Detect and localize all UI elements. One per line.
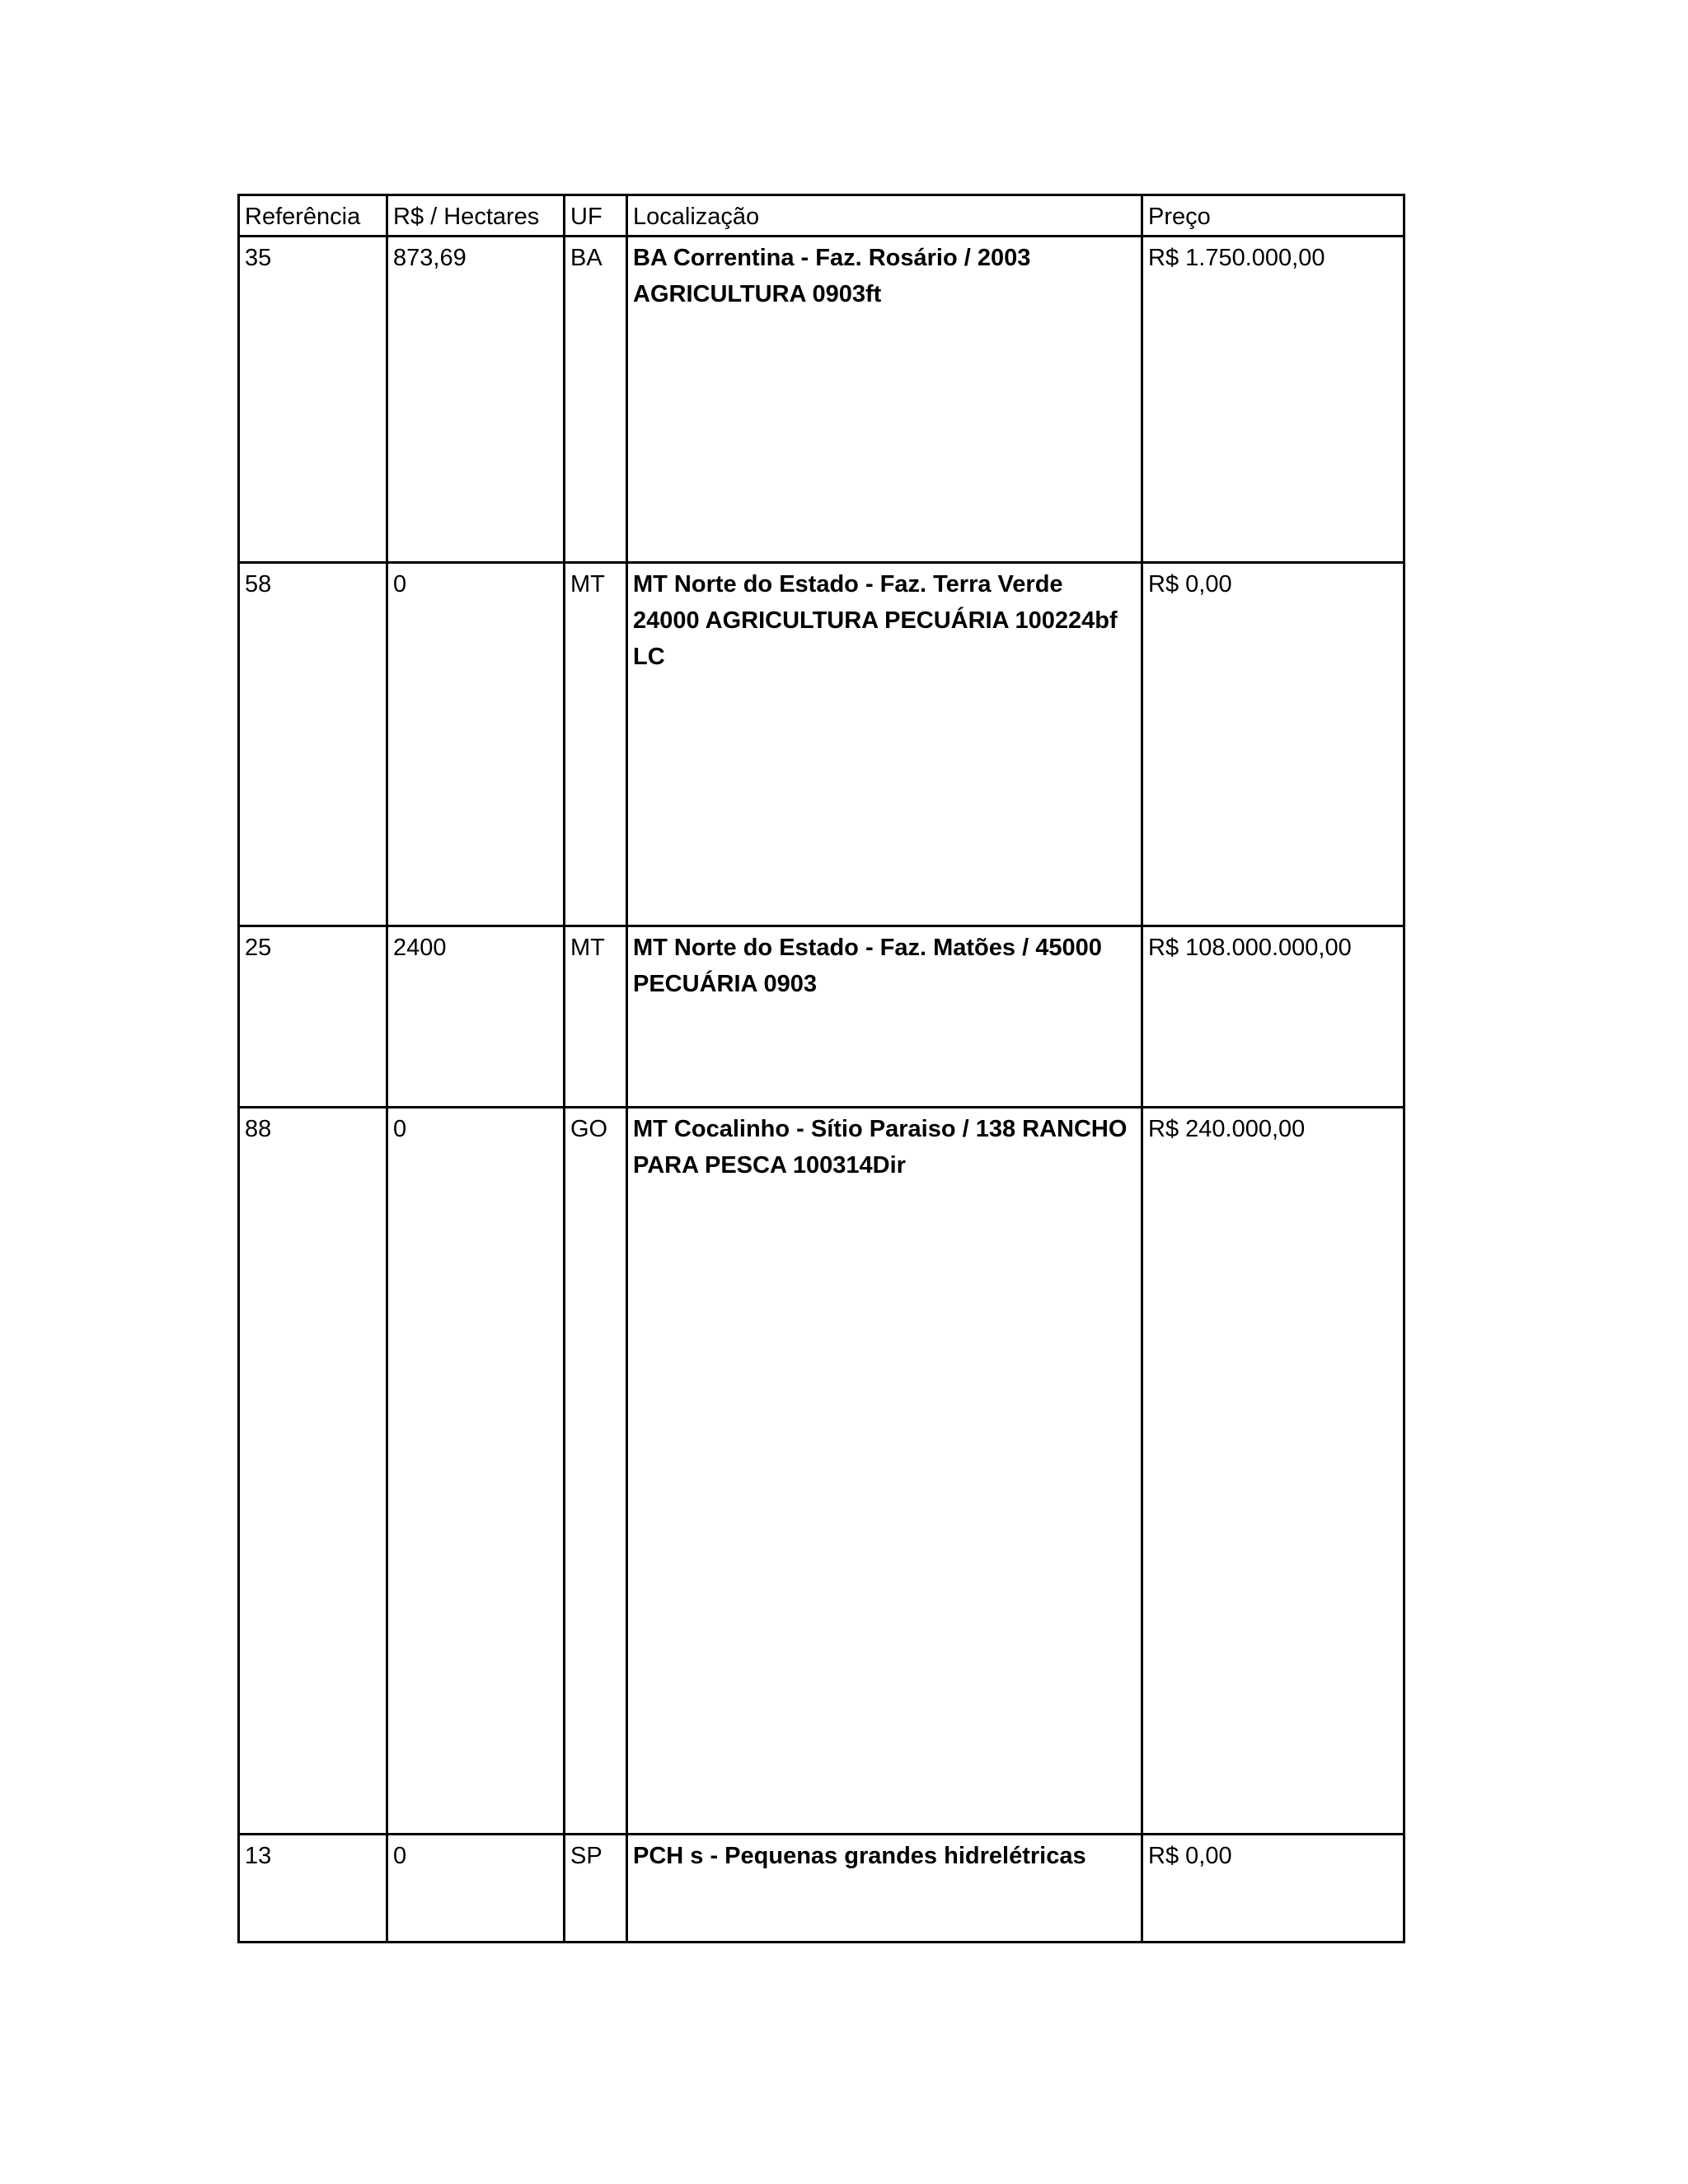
cell-preco: R$ 0,00 bbox=[1142, 563, 1404, 926]
header-preco: Preço bbox=[1142, 195, 1404, 237]
cell-localizacao: BA Correntina - Faz. Rosário / 2003 AGRICULTURA 0903ft bbox=[627, 237, 1142, 563]
table-row bbox=[239, 237, 1404, 563]
table-header-row bbox=[239, 195, 1404, 237]
listings-table bbox=[237, 194, 1405, 1943]
cell-uf: GO bbox=[565, 1108, 627, 1835]
header-localizacao: Localização bbox=[627, 195, 1142, 237]
cell-hectares: 0 bbox=[387, 563, 565, 926]
cell-preco: R$ 108.000.000,00 bbox=[1142, 926, 1404, 1108]
cell-uf: BA bbox=[565, 237, 627, 563]
cell-referencia: 13 bbox=[239, 1835, 387, 1943]
cell-uf: MT bbox=[565, 926, 627, 1108]
cell-referencia: 25 bbox=[239, 926, 387, 1108]
cell-hectares: 873,69 bbox=[387, 237, 565, 563]
header-hectares: R$ / Hectares bbox=[387, 195, 565, 237]
cell-hectares: 2400 bbox=[387, 926, 565, 1108]
cell-uf: SP bbox=[565, 1835, 627, 1943]
cell-uf: MT bbox=[565, 563, 627, 926]
cell-localizacao: MT Norte do Estado - Faz. Matões / 45000 PECUÁRIA 0903 bbox=[627, 926, 1142, 1108]
cell-localizacao: MT Norte do Estado - Faz. Terra Verde 24000 AGRICULTURA PECUÁRIA 100224bf LC bbox=[627, 563, 1142, 926]
cell-localizacao: MT Cocalinho - Sítio Paraiso / 138 RANCHO PARA PESCA 100314Dir bbox=[627, 1108, 1142, 1835]
cell-localizacao: PCH s - Pequenas grandes hidrelétricas bbox=[627, 1835, 1142, 1943]
table-row bbox=[239, 563, 1404, 926]
cell-preco: R$ 1.750.000,00 bbox=[1142, 237, 1404, 563]
cell-hectares: 0 bbox=[387, 1108, 565, 1835]
cell-referencia: 88 bbox=[239, 1108, 387, 1835]
cell-referencia: 58 bbox=[239, 563, 387, 926]
table-row bbox=[239, 926, 1404, 1108]
cell-preco: R$ 240.000,00 bbox=[1142, 1108, 1404, 1835]
cell-preco: R$ 0,00 bbox=[1142, 1835, 1404, 1943]
header-referencia: Referência bbox=[239, 195, 387, 237]
cell-referencia: 35 bbox=[239, 237, 387, 563]
table-row bbox=[239, 1108, 1404, 1835]
header-uf: UF bbox=[565, 195, 627, 237]
cell-hectares: 0 bbox=[387, 1835, 565, 1943]
table-row bbox=[239, 1835, 1404, 1943]
